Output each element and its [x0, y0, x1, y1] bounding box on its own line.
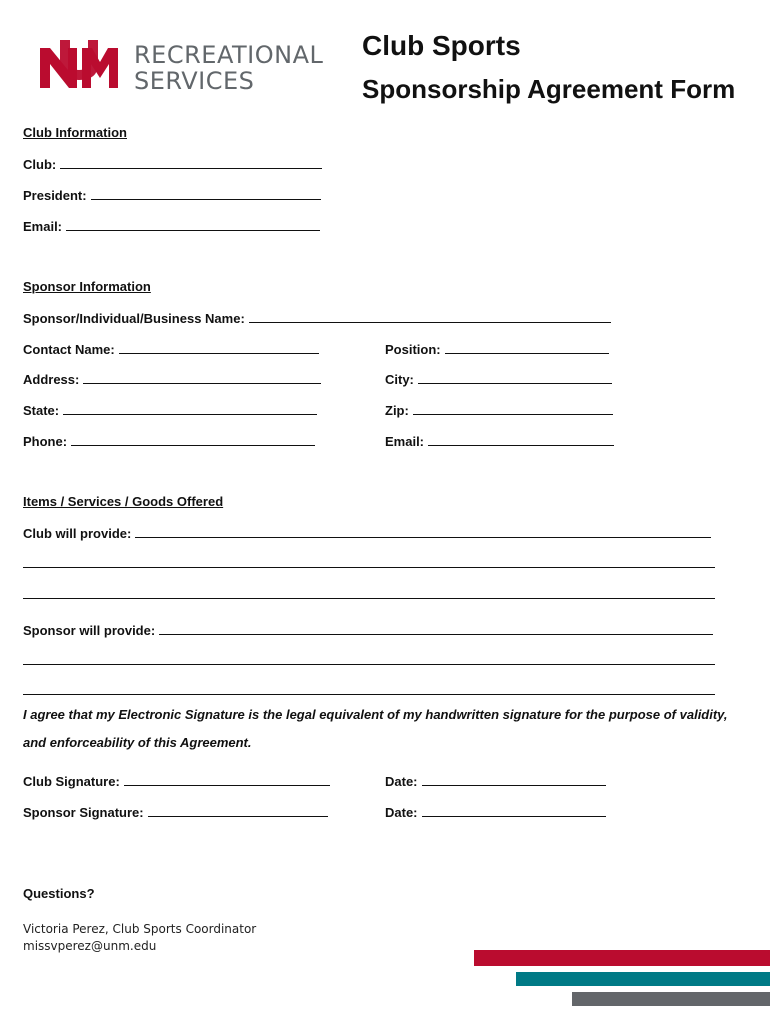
city-label: City:	[385, 372, 414, 387]
state-blank[interactable]	[63, 402, 317, 415]
phone-field[interactable]	[23, 433, 315, 449]
phone-blank[interactable]	[71, 433, 315, 446]
club-email-field[interactable]	[23, 218, 320, 234]
phone-label: Phone:	[23, 434, 68, 449]
president-field[interactable]	[23, 187, 321, 203]
zip-label: Zip:	[385, 403, 409, 418]
club-provide-line-2[interactable]	[23, 555, 715, 568]
club-provide-field[interactable]	[23, 525, 711, 541]
club-date-field[interactable]	[385, 773, 606, 789]
city-blank[interactable]	[418, 371, 612, 384]
club-date-blank[interactable]	[422, 773, 606, 786]
club-provide-line-3[interactable]	[23, 586, 715, 599]
form-title: Club Sports	[362, 30, 521, 61]
club-info-heading: Club Information	[23, 125, 127, 140]
sponsor-provide-label: Sponsor will provide:	[23, 623, 156, 638]
contact-name-label: Contact Name:	[23, 342, 115, 357]
club-provide-blank[interactable]	[135, 525, 711, 538]
logo-text-line1: RECREATIONAL	[134, 41, 324, 69]
president-label: President:	[23, 188, 87, 203]
sponsor-provide-field[interactable]	[23, 622, 713, 638]
club-email-label: Email:	[23, 219, 63, 234]
sponsor-signature-field[interactable]	[23, 804, 328, 820]
sponsor-provide-blank[interactable]	[159, 622, 713, 635]
position-blank[interactable]	[445, 341, 609, 354]
sponsor-email-label: Email:	[385, 434, 425, 449]
contact-email[interactable]: missvperez@unm.edu	[23, 939, 157, 953]
zip-field[interactable]	[385, 402, 613, 418]
sponsor-email-blank[interactable]	[428, 433, 614, 446]
contact-name-field[interactable]	[23, 341, 319, 357]
red-accent-bar	[474, 950, 770, 966]
zip-blank[interactable]	[413, 402, 613, 415]
sponsor-date-blank[interactable]	[422, 804, 606, 817]
position-label: Position:	[385, 342, 441, 357]
sponsor-date-label: Date:	[385, 805, 418, 820]
gray-accent-bar	[572, 992, 770, 1006]
state-label: State:	[23, 403, 60, 418]
club-email-blank[interactable]	[66, 218, 320, 231]
address-label: Address:	[23, 372, 80, 387]
sponsor-name-label: Sponsor/Individual/Business Name:	[23, 311, 245, 326]
sponsor-provide-line-2[interactable]	[23, 652, 715, 665]
club-date-label: Date:	[385, 774, 418, 789]
questions-label: Questions?	[23, 886, 95, 901]
agreement-text-line2: and enforceability of this Agreement.	[23, 735, 252, 750]
unm-logo-icon	[38, 38, 120, 98]
club-signature-label: Club Signature:	[23, 774, 120, 789]
address-field[interactable]	[23, 371, 321, 387]
club-field[interactable]	[23, 156, 322, 172]
contact-name-blank[interactable]	[119, 341, 319, 354]
sponsor-name-field[interactable]	[23, 310, 611, 326]
state-field[interactable]	[23, 402, 317, 418]
sponsor-signature-blank[interactable]	[148, 804, 328, 817]
contact-name: Victoria Perez, Club Sports Coordinator	[23, 922, 257, 936]
logo-text-line2: SERVICES	[134, 67, 255, 95]
position-field[interactable]	[385, 341, 609, 357]
president-blank[interactable]	[91, 187, 321, 200]
club-signature-blank[interactable]	[124, 773, 330, 786]
teal-accent-bar	[516, 972, 770, 986]
sponsor-info-heading: Sponsor Information	[23, 279, 151, 294]
club-blank[interactable]	[60, 156, 322, 169]
sponsor-email-field[interactable]	[385, 433, 614, 449]
sponsor-provide-line-3[interactable]	[23, 682, 715, 695]
items-heading: Items / Services / Goods Offered	[23, 494, 224, 509]
form-subtitle: Sponsorship Agreement Form	[362, 74, 736, 104]
unm-logo	[38, 38, 343, 98]
sponsor-date-field[interactable]	[385, 804, 606, 820]
address-blank[interactable]	[83, 371, 321, 384]
city-field[interactable]	[385, 371, 612, 387]
sponsor-signature-label: Sponsor Signature:	[23, 805, 144, 820]
sponsor-name-blank[interactable]	[249, 310, 611, 323]
club-label: Club:	[23, 157, 57, 172]
agreement-text-line1: I agree that my Electronic Signature is the legal equivalent of my handwritten signature for the purpose of validity,	[23, 707, 728, 722]
club-signature-field[interactable]	[23, 773, 330, 789]
club-provide-label: Club will provide:	[23, 526, 132, 541]
